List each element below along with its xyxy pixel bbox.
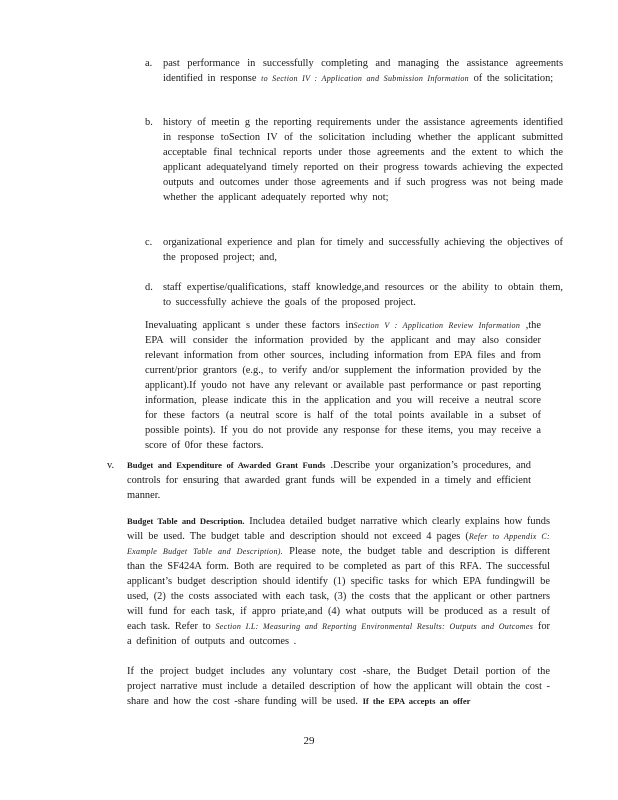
item-text: past performance in successfully completing and managing the assistance agreements identified in response to Section IV : Application and Submission Information of the solicitation; (163, 58, 563, 84)
section-reference: Section I.L: Measuring and Reporting Environmental Results: Outputs and Outcomes (215, 622, 534, 631)
item-label: b. (145, 117, 153, 128)
budget-table-title: Budget Table and Description. (127, 516, 245, 526)
item-label: a. (145, 58, 153, 69)
criterion-item-c (145, 235, 563, 265)
section-reference: Section V : Application Review Information (353, 321, 521, 330)
cost-share-paragraph: If the project budget includes any voluntary cost -share, the Budget Detail portion of the project narrative must include a detailed description of how the applicant will obtain the cost -share and how the cost -share funding will be used. If the EPA accepts an offer (127, 666, 550, 707)
section-reference: Refer to Appendix C: Example Budget Table and Description). (127, 532, 550, 556)
criterion-item-a (145, 56, 563, 86)
criterion-item-b (145, 115, 563, 205)
item-text: organizational experience and plan for timely and successfully achieving the objectives of the proposed project; and, (163, 237, 563, 263)
budget-table-paragraph: Budget Table and Description. Includea detailed budget narrative which clearly explains how funds will be used. The budget table and description should not exceed 4 pages (Refer to Appendix C: Example Budget Table and Description). Please note, the budget table and description is different than the SF424A form. Both are required to be completed as part of this RFA. The successful applicant’s budget description should identify (1) specific tasks for which EPA fundingwill be used, (2) the costs associated with each task, (3) the costs that the applicant or other partners will fund for each task, if appro priate,and (4) what outputs will be produced as a result of each task. Refer to Section I.L: Measuring and Reporting Environmental Results: Outputs and Outcomes for a definition of outputs and outcomes . (127, 516, 550, 647)
item-text: staff expertise/qualifications, staff knowledge,and resources or the ability to obtain them, to successfully achieve the goals of the proposed project. (163, 282, 563, 308)
item-label: c. (145, 237, 153, 248)
section-reference: to Section IV : Application and Submission Information (261, 74, 469, 83)
section-v-title: Budget and Expenditure of Awarded Grant Funds (127, 460, 326, 470)
item-text: history of meetin g the reporting requirements under the assistance agreements identified in response toSection IV of the solicitation including whether the applicant submitted acceptable final technical reports under those agreements and the extent to which the applicant adequatelyand timely reported on their progress towards achieving the expected outputs and outcomes under those agreements and if such progress was not being made whether the applicant adequately reported why not; (163, 117, 563, 203)
item-label: d. (145, 282, 153, 293)
evaluation-paragraph: Inevaluating applicant s under these factors inSection V : Application Review Information ,the EPA will consider the information provided by the applicant and may also consider relevant information from other sources, including information from EPA files and from current/prior grantors (e.g., to verify and/or supplement the information provided by the applicant).If youdo not have any relevant or available past performance or past reporting information, please indicate this in the application and you will receive a neutral score for these factors (a neutral score is half of the total points available in a subset of possible points). If you do not provide any response for these items, you may receive a score of 0for these factors. (145, 320, 541, 451)
page-number: 29 (303, 735, 315, 747)
criterion-item-d (145, 280, 563, 310)
section-v-label: v. (107, 460, 115, 471)
section-v-paragraph: Budget and Expenditure of Awarded Grant Funds .Describe your organization’s procedures, and controls for ensuring that awarded grant funds will be expended in a timely and efficient manner. (127, 460, 531, 501)
